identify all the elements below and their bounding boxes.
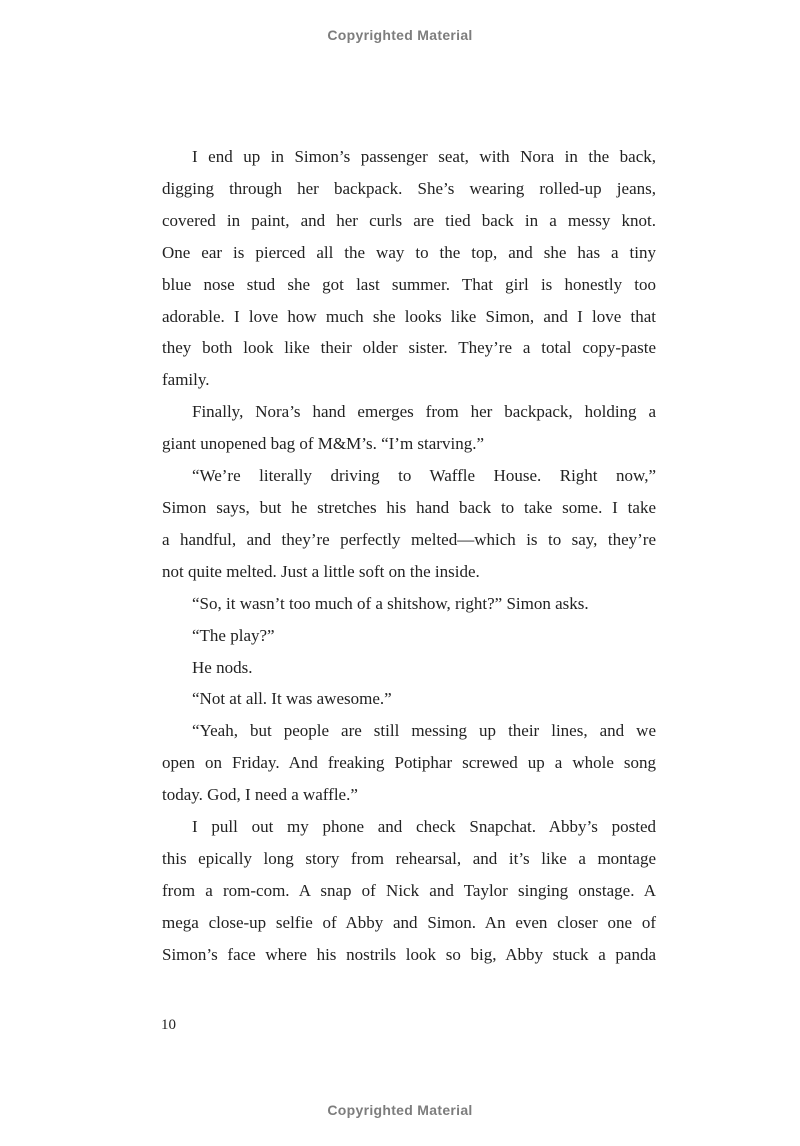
text-line: Finally, Nora’s hand emerges from her backpack, holding a [192,402,656,422]
text-line: mega close-up selfie of Abby and Simon. An even closer one of [162,912,656,932]
text-line: Simon’s face where his nostrils look so big, Abby stuck a panda [162,944,656,964]
text-line: “The play?” [192,625,275,645]
text-line: covered in paint, and her curls are tied back in a messy knot. [162,210,656,230]
page-number: 10 [161,1017,176,1033]
text-line: I pull out my phone and check Snapchat. Abby’s posted [192,817,656,837]
text-line: I end up in Simon’s passenger seat, with Nora in the back, [192,147,656,166]
text-line: blue nose stud she got last summer. That girl is honestly too [162,274,656,294]
text-line: “We’re literally driving to Waffle House. Right now,” [192,466,656,486]
text-line: today. God, I need a waffle.” [162,785,358,805]
text-line: from a rom-com. A snap of Nick and Taylor singing onstage. A [162,880,656,900]
text-line: He nods. [192,657,253,677]
text-line: digging through her backpack. She’s wearing rolled-up jeans, [162,178,656,198]
text-line: “Yeah, but people are still messing up their lines, and we [192,721,656,741]
text-line: Simon says, but he stretches his hand back to take some. I take [162,497,656,517]
text-line: open on Friday. And freaking Potiphar screwed up a whole song [162,753,656,773]
text-line: not quite melted. Just a little soft on the inside. [162,561,480,581]
page-text [162,141,656,971]
text-line: “Not at all. It was awesome.” [192,689,392,709]
text-line: a handful, and they’re perfectly melted—which is to say, they’re [162,529,656,549]
text-line: “So, it wasn’t too much of a shitshow, right?” Simon asks. [192,593,589,613]
text-line: family. [162,370,210,390]
text-line: adorable. I love how much she looks like Simon, and I love that [162,306,656,326]
copyright-notice-top: Copyrighted Material [327,27,473,43]
text-line: One ear is pierced all the way to the top, and she has a tiny [162,242,656,262]
text-line: this epically long story from rehearsal, and it’s like a montage [162,848,656,868]
text-line: giant unopened bag of M&M’s. “I’m starving.” [162,434,484,454]
copyright-notice-bottom: Copyrighted Material [327,1102,473,1118]
text-line: they both look like their older sister. They’re a total copy-paste [162,338,656,358]
